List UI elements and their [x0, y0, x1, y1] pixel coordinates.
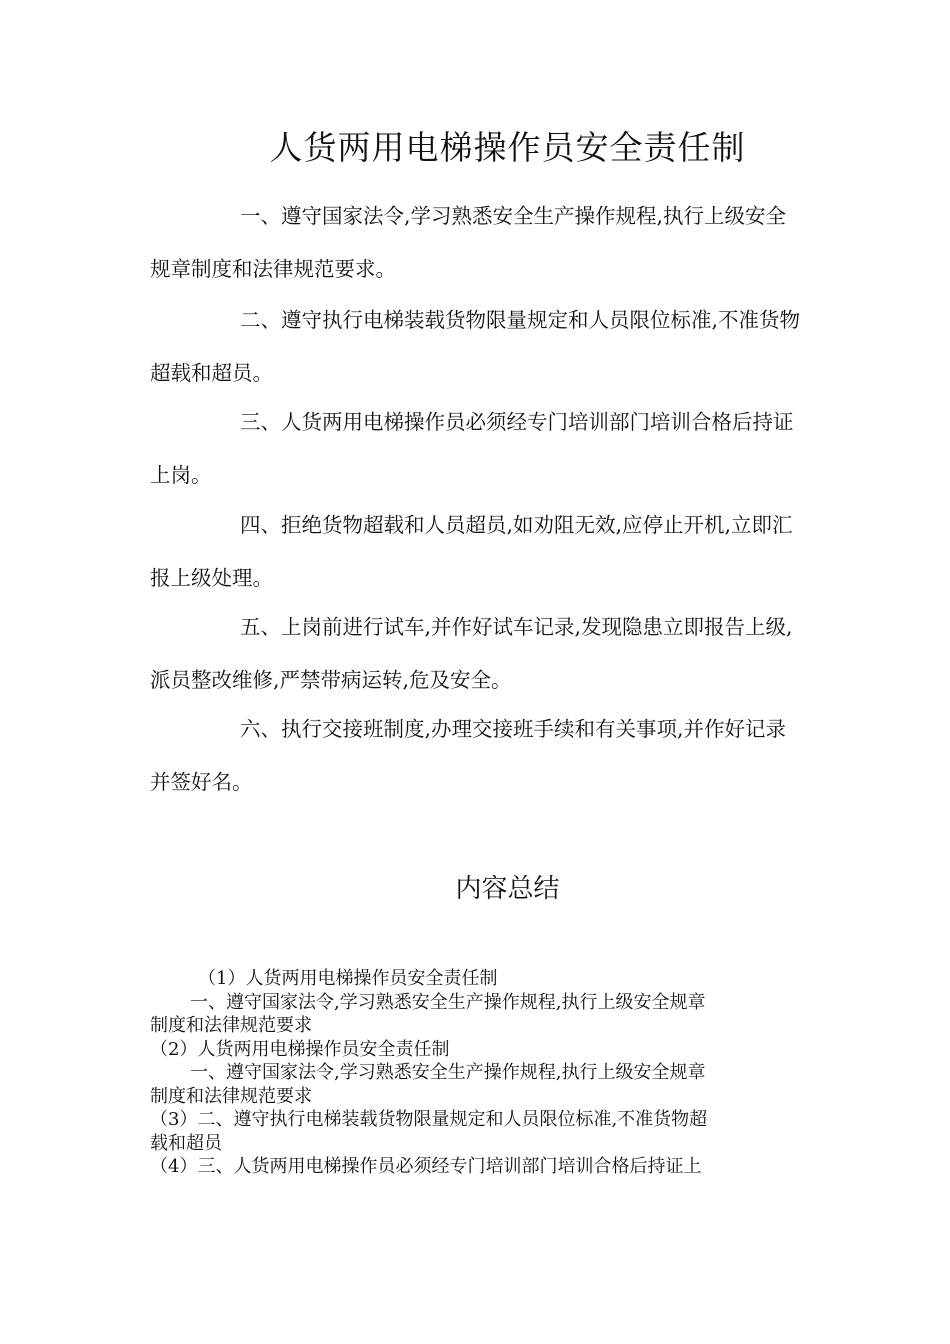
- summary-block: [150, 967, 800, 1179]
- summary-line: （3）二、遵守执行电梯装载货物限量规定和人员限位标准,不准货物超: [150, 1109, 708, 1130]
- summary-line: 制度和法律规范要求: [150, 1015, 312, 1036]
- summary-line: 制度和法律规范要求: [150, 1085, 312, 1107]
- article-1: 一、遵守国家法令,学习熟悉安全生产操作规程,执行上级安全规章制度和法律规范要求。: [150, 204, 787, 281]
- summary-line: （4）三、人货两用电梯操作员必须经专门培训部门培训合格后持证上: [150, 1156, 702, 1177]
- summary-line: （2）人货两用电梯操作员安全责任制: [150, 1038, 450, 1060]
- summary-line: 一、遵守国家法令,学习熟悉安全生产操作规程,执行上级安全规章: [190, 991, 706, 1013]
- summary-line: （1）人货两用电梯操作员安全责任制: [198, 968, 498, 989]
- article-4: 四、拒绝货物超载和人员超员,如劝阻无效,应停止开机,立即汇报上级处理。: [150, 513, 793, 590]
- article-2: 二、遵守执行电梯装载货物限量规定和人员限位标准,不准货物超载和超员。: [150, 308, 801, 385]
- article-5: 五、上岗前进行试车,并作好试车记录,发现隐患立即报告上级,派员整改维修,严禁带病运转,危及安全。: [150, 615, 793, 692]
- summary-line: 载和超员: [150, 1132, 222, 1154]
- article-6: 六、执行交接班制度,办理交接班手续和有关事项,并作好记录并签好名。: [150, 717, 787, 794]
- summary-title: 内容总结: [455, 874, 560, 904]
- document-title: 人货两用电梯操作员安全责任制: [269, 128, 746, 167]
- summary-line: 一、遵守国家法令,学习熟悉安全生产操作规程,执行上级安全规章: [190, 1062, 706, 1083]
- article-3: 三、人货两用电梯操作员必须经专门培训部门培训合格后持证上岗。: [150, 410, 794, 487]
